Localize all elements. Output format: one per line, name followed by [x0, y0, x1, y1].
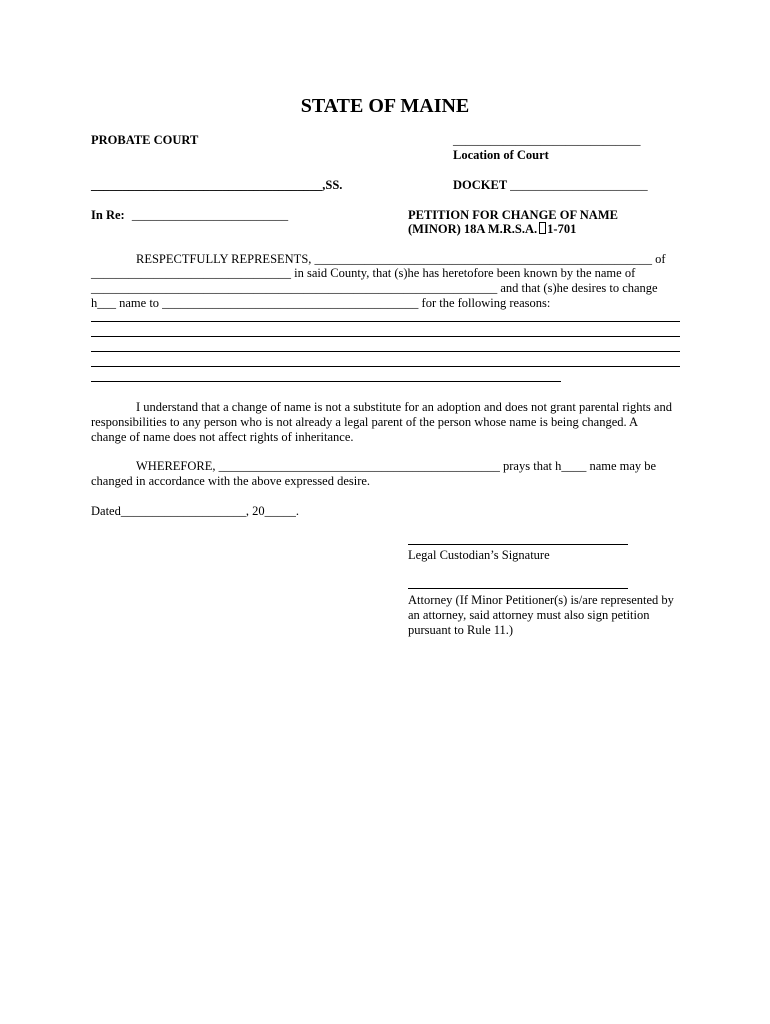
- in-re-label: In Re:: [91, 208, 125, 222]
- probate-court-label: PROBATE COURT: [91, 133, 199, 147]
- in-re-line: [91, 208, 288, 223]
- reasons-line[interactable]: [91, 351, 680, 352]
- county-blank[interactable]: _____________________________________: [91, 178, 323, 192]
- dated-line[interactable]: Dated____________________, 20_____.: [91, 504, 299, 518]
- petition-statute: (MINOR) 18A M.R.S.A.: [408, 222, 538, 236]
- attorney-label-line3: pursuant to Rule 11.): [408, 623, 514, 637]
- represents-line1: [136, 252, 666, 267]
- represents-lead: RESPECTFULLY REPRESENTS,: [136, 252, 312, 266]
- wherefore-line2: changed in accordance with the above expressed desire.: [91, 474, 371, 488]
- location-of-court-label: Location of Court: [453, 148, 549, 162]
- represents-line3: [91, 281, 658, 296]
- docket-blank[interactable]: ______________________: [510, 178, 648, 192]
- represents-line2: [91, 266, 635, 281]
- new-name-blank[interactable]: _________________________________________: [162, 296, 419, 310]
- residence-blank[interactable]: ________________________________: [91, 266, 291, 280]
- represents-change-text: and that (s)he desires to change: [500, 281, 658, 295]
- represents-county-text: in said County, that (s)he has heretofore been known by the name of: [294, 266, 636, 280]
- reasons-line[interactable]: [91, 366, 680, 367]
- reasons-label: for the following reasons:: [421, 296, 551, 310]
- reasons-line[interactable]: [91, 336, 680, 337]
- location-of-court-blank[interactable]: ______________________________: [453, 133, 641, 147]
- represents-of: of: [655, 252, 666, 266]
- represents-line4: [91, 296, 550, 311]
- custodian-signature-line[interactable]: [408, 544, 628, 545]
- reasons-line[interactable]: [91, 321, 680, 322]
- understanding-line3: change of name does not affect rights of inheritance.: [91, 430, 354, 444]
- wherefore-prays-text: prays that h____ name may be: [503, 459, 657, 473]
- former-name-blank[interactable]: _________________________________________________________________: [91, 281, 498, 295]
- county-line: [91, 178, 342, 193]
- name-to-label: h___ name to: [91, 296, 160, 310]
- understanding-line1: I understand that a change of name is not a substitute for an adoption and does not grant parental rights and: [136, 400, 672, 414]
- petition-statute-section: 1-701: [547, 222, 577, 236]
- docket-label: DOCKET: [453, 178, 507, 192]
- section-symbol-icon: [539, 222, 546, 234]
- petitioner-name-blank[interactable]: ______________________________________________________: [314, 252, 653, 266]
- page-title: STATE OF MAINE: [300, 95, 470, 117]
- wherefore-blank[interactable]: _____________________________________________: [218, 459, 500, 473]
- ss-label: ,SS.: [322, 178, 343, 192]
- in-re-blank[interactable]: _________________________: [131, 208, 289, 222]
- wherefore-line1: [136, 459, 656, 474]
- attorney-signature-line[interactable]: [408, 588, 628, 589]
- petition-title-line2: [408, 222, 576, 237]
- wherefore-lead: WHEREFORE,: [136, 459, 216, 473]
- custodian-signature-label: Legal Custodian’s Signature: [408, 548, 550, 562]
- petition-title-line1: PETITION FOR CHANGE OF NAME: [408, 208, 618, 222]
- attorney-label-line1: Attorney (If Minor Petitioner(s) is/are represented by: [408, 593, 674, 607]
- understanding-line2: responsibilities to any person who is not already a legal parent of the person whose name is being changed. A: [91, 415, 639, 429]
- reasons-line[interactable]: [91, 381, 561, 382]
- docket-line: [453, 178, 648, 193]
- attorney-label-line2: an attorney, said attorney must also sign petition: [408, 608, 650, 622]
